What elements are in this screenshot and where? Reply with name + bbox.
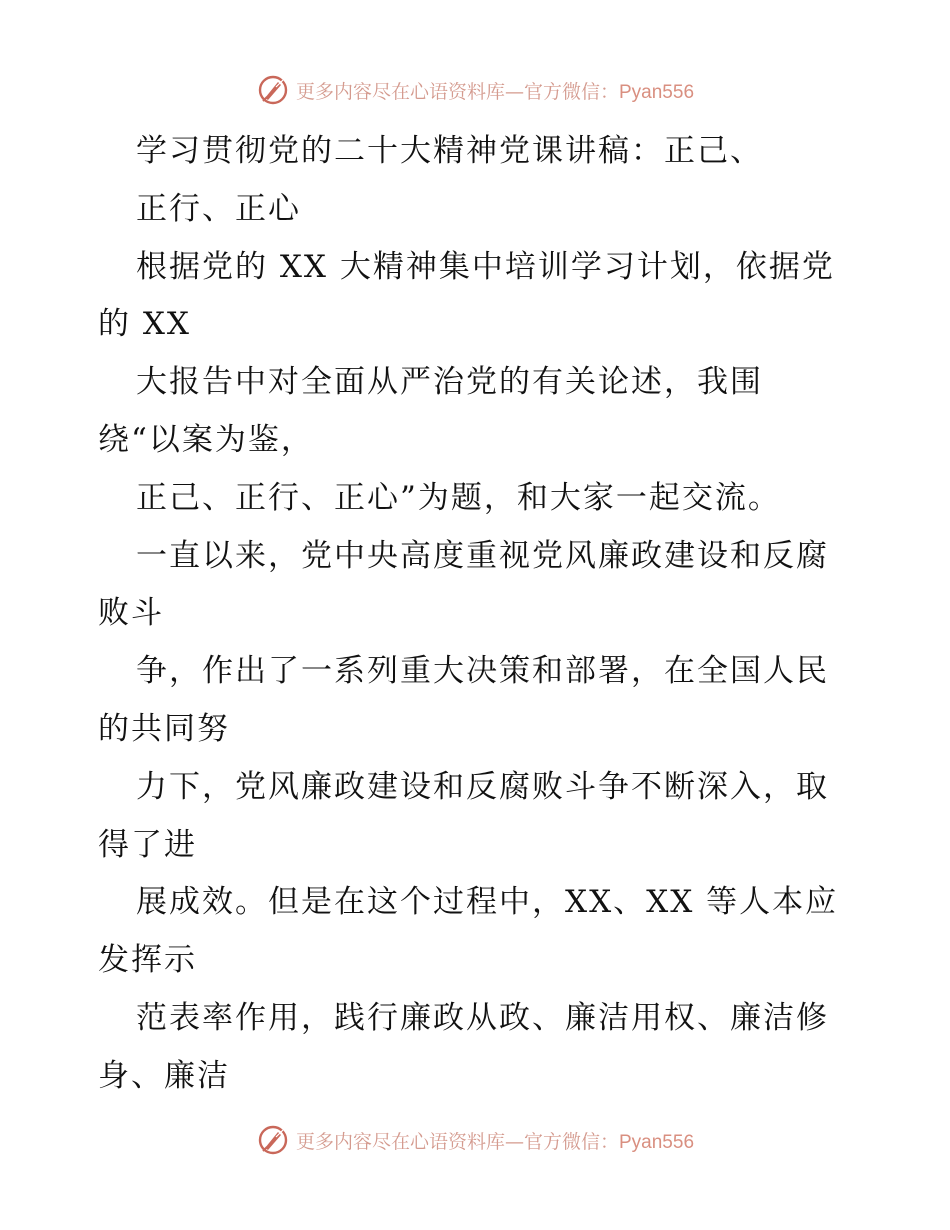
text-line: 正己、正行、正心”为题，和大家一起交流。 [136, 479, 781, 516]
header-watermark [0, 70, 950, 110]
text-line: 发挥示 [98, 942, 197, 979]
watermark-text: 更多内容尽在心语资料库—官方微信：Pyan556 [295, 1130, 695, 1153]
text-line: 一直以来，党中央高度重视党风廉政建设和反腐 [136, 537, 829, 574]
quill-pen-logo-icon [256, 1123, 290, 1157]
text-line: 的共同努 [98, 710, 230, 747]
text-line: 绕“以案为鉴， [98, 421, 314, 458]
footer-watermark [0, 1120, 950, 1160]
text-line: 败斗 [98, 595, 164, 632]
text-line: 展成效。但是在这个过程中，XX、XX 等人本应 [136, 884, 839, 921]
text-line: 范表率作用，践行廉政从政、廉洁用权、廉洁修 [136, 999, 829, 1036]
text-line: 力下，党风廉政建设和反腐败斗争不断深入，取 [136, 768, 829, 805]
text-line: 大报告中对全面从严治党的有关论述，我围 [136, 364, 763, 401]
document-body [98, 123, 858, 1106]
text-line: 的 XX [98, 306, 191, 343]
text-line: 身、廉洁 [98, 1057, 230, 1094]
watermark-text: 更多内容尽在心语资料库—官方微信：Pyan556 [295, 80, 695, 103]
text-line: 根据党的 XX 大精神集中培训学习计划，依据党 [136, 248, 835, 285]
quill-pen-logo-icon [256, 73, 290, 107]
text-line: 学习贯彻党的二十大精神党课讲稿：正己、 [136, 133, 763, 169]
text-line: 正行、正心 [136, 190, 301, 227]
text-line: 争，作出了一系列重大决策和部署，在全国人民 [136, 653, 829, 690]
text-line: 得了进 [98, 826, 197, 863]
